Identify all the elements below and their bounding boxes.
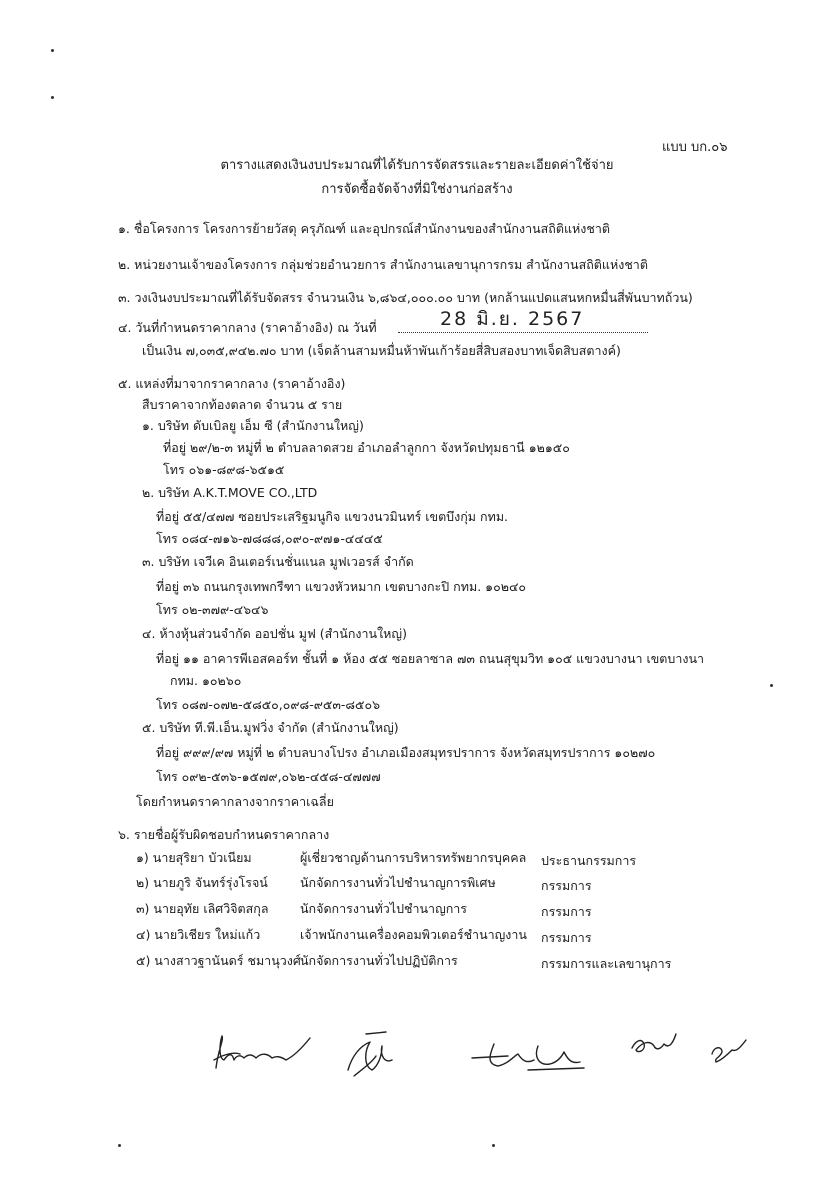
signature-4 xyxy=(628,1030,688,1066)
committee-member-name: ๕) นางสาวฐานันดร์ ชมานุวงศ์ xyxy=(136,953,301,968)
pricing-method: โดยกำหนดราคากลางจากราคาเฉลี่ย xyxy=(136,794,334,809)
source-address: ที่อยู่ ๑๑ อาคารพีเอสคอร์ท ชั้นที่ ๑ ห้อง ๕๕ ซอยลาซาล ๗๓ ถนนสุขุมวิท ๑๐๕ แขวงบางนา เขตบางนา xyxy=(156,651,705,666)
source-name: ๑. บริษัท ดับเบิลยู เอ็ม ซี (สำนักงานใหญ่) xyxy=(142,418,364,433)
committee-member-name: ๑) นายสุริยา บัวเนียม xyxy=(136,850,252,865)
source-name: ๔. ห้างหุ้นส่วนจำกัด ออปชั่น มูฟ (สำนักงานใหญ่) xyxy=(142,626,407,641)
reference-price-amount: เป็นเงิน ๗,๐๓๕,๙๔๒.๗๐ บาท (เจ็ดล้านสามหมื่นห้าพันเก้าร้อยสี่สิบสองบาทเจ็ดสิบสตางค์) xyxy=(142,343,621,358)
signature-2 xyxy=(342,1026,402,1082)
reference-date-label: ๔. วันที่กำหนดราคากลาง (ราคาอ้างอิง) ณ วันที่ xyxy=(118,320,377,335)
source-address: ที่อยู่ ๙๙๙/๙๗ หมู่ที่ ๒ ตำบลบางโปรง อำเภอเมืองสมุทรปราการ จังหวัดสมุทรปราการ ๑๐๒๗๐ xyxy=(156,745,656,760)
signature-1 xyxy=(210,1030,320,1080)
scan-speck xyxy=(492,1144,495,1147)
source-name: ๒. บริษัท A.K.T.MOVE CO.,LTD xyxy=(142,485,318,500)
committee-member-position: นักจัดการงานทั่วไปชำนาญการพิเศษ xyxy=(300,875,496,890)
committee-member-position: นักจัดการงานทั่วไปชำนาญการ xyxy=(300,901,468,916)
source-phone: โทร ๐๘๔-๗๑๖-๗๘๘๘,๐๙๐-๙๗๑-๔๔๔๕ xyxy=(156,531,383,546)
signature-5 xyxy=(706,1036,752,1070)
signature-3 xyxy=(468,1034,588,1074)
price-source-intro: สืบราคาจากท้องตลาด จำนวน ๕ ราย xyxy=(142,397,343,412)
committee-member-role: กรรมการ xyxy=(541,904,592,919)
scan-speck xyxy=(118,1144,121,1147)
source-phone: โทร ๐๖๑-๘๙๘-๖๕๑๕ xyxy=(163,462,285,477)
project-name: ๑. ชื่อโครงการ โครงการย้ายวัสดุ ครุภัณฑ์ และอุปกรณ์สำนักงานของสำนักงานสถิติแห่งชาติ xyxy=(118,221,611,236)
source-phone: โทร ๐๒-๓๗๙-๔๖๔๖ xyxy=(156,602,269,617)
source-address: ที่อยู่ ๓๖ ถนนกรุงเทพกรีฑา แขวงหัวหมาก เขตบางกะปิ กทม. ๑๐๒๔๐ xyxy=(156,579,527,594)
committee-member-name: ๒) นายภูริ จันทร์รุ่งโรจน์ xyxy=(136,875,268,890)
reference-date-handwritten: 28 มิ.ย. 2567 xyxy=(440,308,585,330)
source-address: ที่อยู่ ๕๕/๔๗๗ ซอยประเสริฐมนูกิจ แขวงนวมินทร์ เขตบึงกุ่ม กทม. xyxy=(156,509,509,524)
price-source-heading: ๕. แหล่งที่มาจากราคากลาง (ราคาอ้างอิง) xyxy=(118,376,346,391)
source-name: ๕. บริษัท ที.พี.เอ็น.มูฟวิ่ง จำกัด (สำนักงานใหญ่) xyxy=(142,720,399,735)
committee-member-role: กรรมการ xyxy=(541,878,592,893)
committee-member-role: กรรมการและเลขานุการ xyxy=(541,956,672,971)
source-phone: โทร ๐๙๒-๕๓๖-๑๕๗๙,๐๖๒-๔๕๘-๔๗๗๗ xyxy=(156,769,381,784)
document-title-line2: การจัดซื้อจัดจ้างที่มิใช่งานก่อสร้าง xyxy=(321,182,513,197)
committee-member-position: นักจัดการงานทั่วไปปฏิบัติการ xyxy=(300,953,458,968)
source-phone: โทร ๐๘๗-๐๗๒-๕๘๕๐,๐๙๘-๙๕๓-๘๕๐๖ xyxy=(156,697,381,712)
source-address-continued: กทม. ๑๐๒๖๐ xyxy=(170,673,242,688)
scan-speck xyxy=(770,684,773,687)
scan-speck xyxy=(51,49,54,52)
committee-member-role: ประธานกรรมการ xyxy=(541,853,637,868)
committee-heading: ๖. รายชื่อผู้รับผิดชอบกำหนดราคากลาง xyxy=(118,827,330,842)
project-owner: ๒. หน่วยงานเจ้าของโครงการ กลุ่มช่วยอำนวยการ สำนักงานเลขานุการกรม สำนักงานสถิติแห่งชาติ xyxy=(118,257,648,272)
committee-member-position: ผู้เชี่ยวชาญด้านการบริหารทรัพยากรบุคคล xyxy=(300,850,527,865)
budget-amount: ๓. วงเงินงบประมาณที่ได้รับจัดสรร จำนวนเงิน ๖,๘๖๔,๐๐๐.๐๐ บาท (หกล้านแปดแสนหกหมื่นสี่พันบาทถ้วน) xyxy=(118,290,693,305)
committee-member-name: ๔) นายวิเชียร ใหม่แก้ว xyxy=(136,927,261,942)
scan-speck xyxy=(51,96,54,99)
committee-member-role: กรรมการ xyxy=(541,930,592,945)
form-code: แบบ บก.๐๖ xyxy=(662,140,728,155)
source-name: ๓. บริษัท เจวีเค อินเตอร์เนชั่นแนล มูฟเวอรส์ จำกัด xyxy=(142,554,414,569)
source-address: ที่อยู่ ๒๙/๒-๓ หมู่ที่ ๒ ตำบลลาดสวย อำเภอลำลูกกา จังหวัดปทุมธานี ๑๒๑๕๐ xyxy=(163,440,570,455)
committee-member-position: เจ้าพนักงานเครื่องคอมพิวเตอร์ชำนาญงาน xyxy=(300,927,527,942)
committee-member-name: ๓) นายอุทัย เลิศวิจิตสกุล xyxy=(136,901,269,916)
document-title-line1: ตารางแสดงเงินงบประมาณที่ได้รับการจัดสรรและรายละเอียดค่าใช้จ่าย xyxy=(220,158,614,173)
